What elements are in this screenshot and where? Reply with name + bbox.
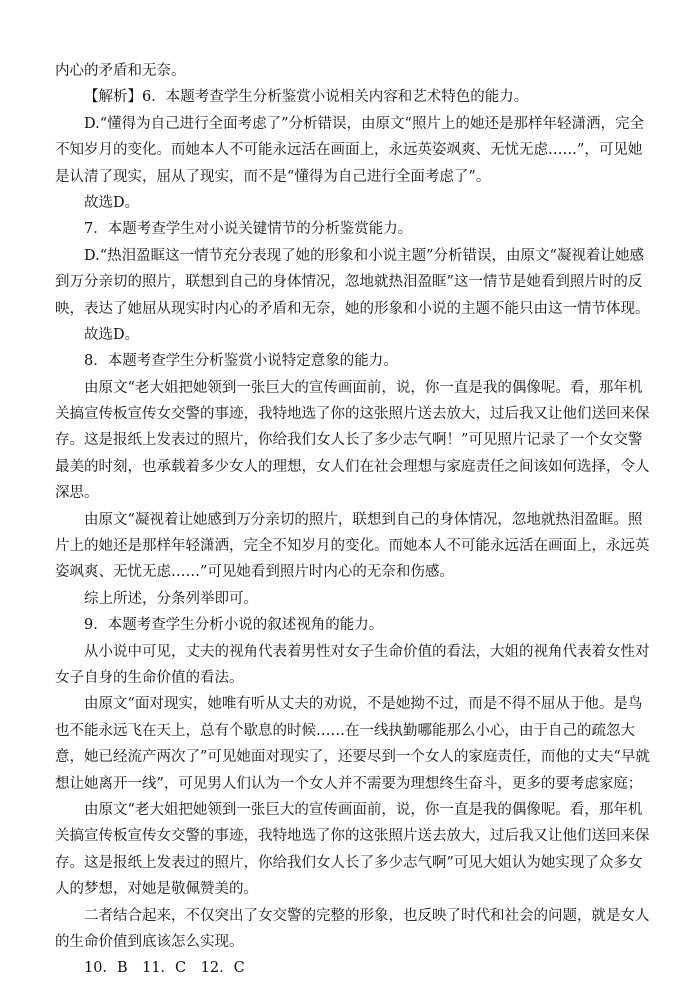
text-line: D.“热泪盈眶这一情节充分表现了她的形象和小说主题”分析错误，由原文“凝视着让她感 — [84, 247, 644, 264]
text-line: 9．本题考查学生分析小说的叙述视角的能力。 — [84, 617, 384, 634]
text-line: 由原文“老大姐把她领到一张巨大的宣传画面前，说，你一直是我的偶像呢。看，那年机 — [84, 379, 643, 396]
text-line: 深思。 — [55, 485, 99, 502]
text-line: 映，表达了她屈从现实时内心的矛盾和无奈，她的形象和小说的主题不能只由这一情节体现。 — [55, 300, 650, 317]
text-line: 故选D。 — [84, 194, 140, 211]
text-line: 【解析】6．本题考查学生分析鉴赏小说相关内容和艺术特色的能力。 — [84, 89, 529, 106]
text-line: 意，她已经流产两次了”可见她面对现实了，还要尽到一个女人的家庭责任，而他的丈夫“早就 — [55, 749, 650, 766]
text-line: 由原文“凝视着让她感到万分亲切的照片，联想到自己的身体情况，忽地就热泪盈眶。照 — [84, 511, 643, 528]
text-line: 到万分亲切的照片，联想到自己的身体情况，忽地就热泪盈眶”这一情节是她看到照片时的反 — [55, 274, 643, 291]
text-line: 存。这是报纸上发表过的照片，你给我们女人长了多少志气啊”可见大姐认为她实现了众多女 — [55, 854, 643, 871]
text-line: 8．本题考查学生分析鉴赏小说特定意象的能力。 — [84, 353, 398, 370]
text-line: 姿飒爽、无忧无虑……”可见她看到照片时内心的无奈和伤感。 — [55, 564, 454, 581]
text-line: 也不能永远飞在天上，总有个歇息的时候……在一线执勤哪能那么小心，由于自己的疏忽大 — [55, 722, 635, 739]
text-line: 最美的时刻，也承载着多少女人的理想，女人们在社会理想与家庭责任之间该如何选择，令人 — [55, 458, 650, 475]
text-line: 综上所述，分条列举即可。 — [84, 590, 258, 607]
text-line: 不知岁月的变化。而她本人不可能永远活在画面上，永远英姿飒爽、无忧无虑……”，可见她 — [55, 142, 643, 159]
document-page — [55, 58, 650, 982]
text-line: 10．B 11．C 12．C — [84, 960, 245, 977]
text-line: 女子自身的生命价值的看法。 — [55, 669, 244, 686]
text-line: 人的梦想，对她是敬佩赞美的。 — [55, 881, 258, 898]
text-line: 片上的她还是那样年轻潇洒，完全不知岁月的变化。而她本人不可能永远活在画面上，永远英 — [55, 538, 650, 555]
text-line: 是认清了现实，屈从了现实，而不是“懂得为自己进行全面考虑了”。 — [55, 168, 491, 185]
text-line: 想让她离开一线”，可见男人们认为一个女人并不需要为理想终生奋斗，更多的要考虑家庭； — [55, 775, 643, 792]
text-line: 关搞宣传板宣传女交警的事迹，我特地选了你的这张照片送去放大，过后我又让他们送回来保 — [55, 406, 650, 423]
text-line: 的生命价值到底该怎么实现。 — [55, 933, 244, 950]
text-line: 关搞宣传板宣传女交警的事迹，我特地选了你的这张照片送去放大，过后我又让他们送回来保 — [55, 828, 650, 845]
text-line: 从小说中可见，丈夫的视角代表着男性对女子生命价值的看法，大姐的视角代表着女性对 — [84, 643, 650, 660]
text-line: D.“懂得为自己进行全面考虑了”分析错误，由原文“照片上的她还是那样年轻潇洒，完全 — [84, 115, 644, 132]
text-line: 7．本题考查学生对小说关键情节的分析鉴赏能力。 — [84, 221, 413, 238]
text-line: 内心的矛盾和无奈。 — [55, 63, 186, 79]
text-line: 由原文“面对现实，她唯有听从丈夫的劝说，不是她拗不过，而是不得不屈从于他。是鸟 — [84, 696, 643, 713]
text-line: 故选D。 — [84, 326, 140, 343]
text-line: 由原文“老大姐把她领到一张巨大的宣传画面前，说，你一直是我的偶像呢。看，那年机 — [84, 801, 643, 818]
text-line: 存。这是报纸上发表过的照片，你给我们女人长了多少志气啊！”可见照片记录了一个女交警 — [55, 432, 643, 449]
text-line: 二者结合起来，不仅突出了女交警的完整的形象，也反映了时代和社会的问题，就是女人 — [84, 907, 650, 924]
